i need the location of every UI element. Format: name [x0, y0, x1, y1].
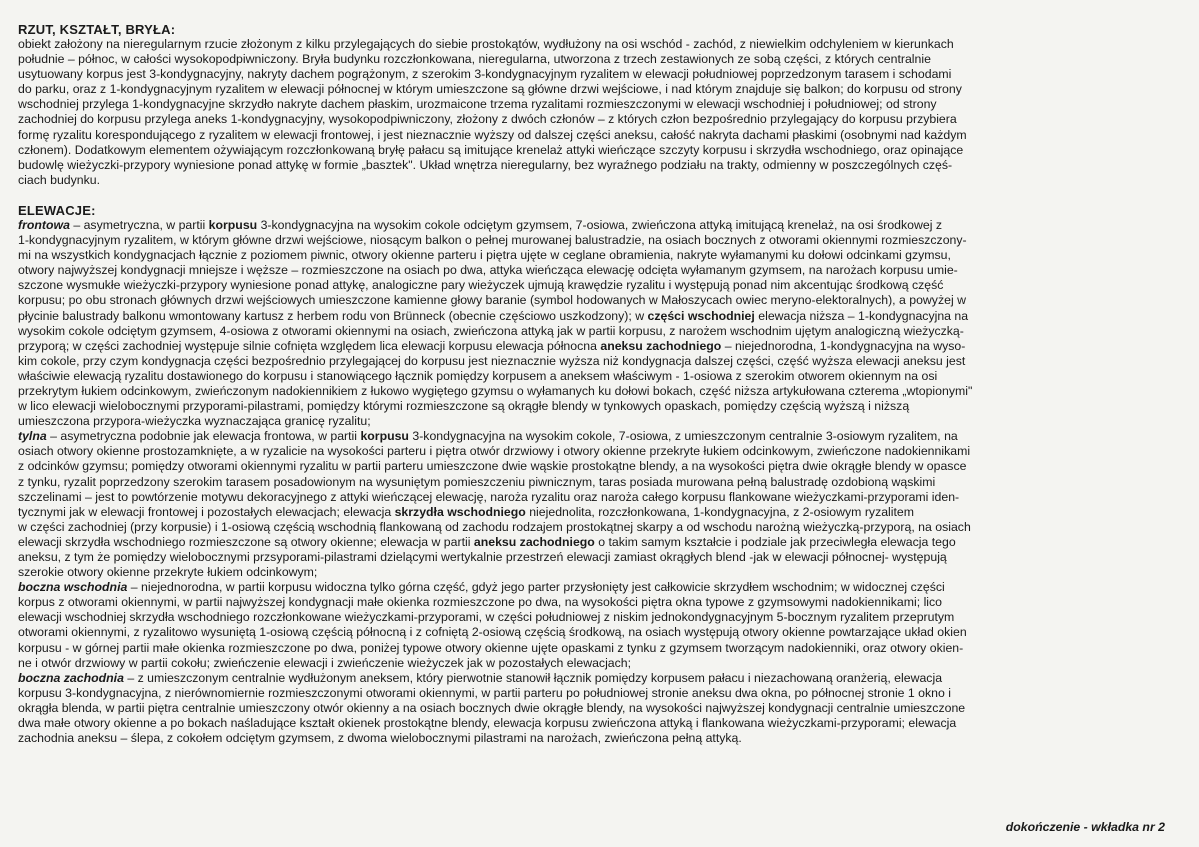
- text-line: [18, 459, 1168, 474]
- text-line: [18, 354, 1168, 369]
- text-run: – asymetryczna podobnie jak elewacja frontowa, w partii: [46, 429, 361, 444]
- text-run: osiach otwory okienne prostozamknięte, a w ryzalicie na wysokości parteru i piętra otwór drzwiowy i otwory okienne przekryte łukiem odcinkowym, zwieńczone nadokiennikami: [18, 444, 971, 459]
- emphasis-text: aneksu zachodniego: [600, 338, 722, 353]
- elevation-term: tylna: [18, 429, 47, 444]
- text-run: zachodnia aneksu – ślepa, z cokołem odciętym gzymsem, z dwoma wielobocznymi pilastrami na narożach, zwieńczona pełną attyką.: [18, 731, 742, 746]
- text-run: kim cokole, przy czym kondygnacja części bezpośrednio przylegającej do korpusu jest nieznacznie wyższa niż kondygnacja dalszej części, część wyższa elewacji aneksu jest: [18, 353, 966, 368]
- emphasis-text: skrzydła wschodniego: [394, 504, 526, 519]
- text-run: – asymetryczna, w partii: [69, 217, 209, 232]
- text-run: elewacja niższa – 1-kondygnacyjna na: [754, 308, 969, 323]
- text-run: z odcinków gzymsu; pomiędzy otworami okiennymi ryzalitu w partii parteru umieszczone dwie wąskie prostokątne blendy, a na wysokości piętra dwie okrągłe blendy w opasce: [18, 459, 967, 474]
- text-line: budowlę wieżyczki-przypory wyniesione ponad attykę w formie „basztek". Układ wnętrza nieregularny, bez wyraźnego podziału na trakty, odmienny w poszczególnych częś-: [18, 157, 953, 172]
- elevation-term: boczna zachodnia: [18, 670, 124, 685]
- text-line: [18, 490, 1168, 505]
- text-run: 3-kondygnacyjna na wysokim cokole odciętym gzymsem, 7-osiowa, zwieńczona attyką imitującą krenelaż, na osi środkowej z: [257, 217, 942, 232]
- text-run: – niejednorodna, 1-kondygnacyjna na wyso-: [721, 338, 966, 353]
- text-line: [18, 550, 1168, 565]
- text-line: południe – północ, w całości wysokopodpiwniczony. Bryła budynku rozczłonkowana, nieregularna, utworzona z trzech zestawionych ze sobą części, z których centralnie: [18, 52, 931, 67]
- text-line: [18, 233, 1168, 248]
- text-run: szerokie otwory okienne przekryte łukiem odcinkowym;: [18, 565, 318, 580]
- text-line: [18, 580, 1168, 595]
- text-run: – z umieszczonym centralnie wydłużonym aneksem, który pierwotnie stanowił łącznik pomiędzy korpusem pałacu i niezachowaną oranżerią, elewacja: [123, 670, 943, 685]
- section-elewacje-body: [18, 218, 1168, 746]
- text-line: zachodniej do korpusu przylega aneks 1-kondygnacyjny, wysokopodpiwniczony, złożony z dwóch członów – z których człon bezpośrednio przylegający do korpusu przybiera: [18, 112, 957, 127]
- section-rzut: [18, 22, 1168, 188]
- text-run: dwa małe otwory okienne a po bokach naśladujące kształt okienek prostokątne blendy, elewacja korpusu zwieńczona attyką i flankowana wieżyczkami-przyporami; elewacja: [18, 716, 957, 731]
- text-run: 3-kondygnacyjna na wysokim cokole, 7-osiowa, z umieszczonym centralnie 3-osiowym ryzalitem, na: [408, 429, 958, 444]
- text-line: [18, 399, 1168, 414]
- text-line: [18, 324, 1168, 339]
- text-line: [18, 309, 1168, 324]
- text-line: [18, 248, 1168, 263]
- text-line: [18, 475, 1168, 490]
- text-run: korpusu - w górnej partii małe okienka rozmieszczone po dwa, poniżej typowe otwory okienne ujęte opaskami z tynku z gzymsem tworzącym nadokienniki, oraz otwory okien-: [18, 640, 964, 655]
- emphasis-text: korpusu: [360, 429, 409, 444]
- emphasis-text: części wschodniej: [647, 308, 755, 323]
- text-run: przekrytym łukiem odcinkowym, zwieńczonym nadokiennikiem z łukowo wygiętego gzymsu o wyłamanych ku dołowi bokach, część niższa artykułowana czterema „wtopionymi": [18, 383, 973, 398]
- text-line: [18, 641, 1168, 656]
- text-run: z tynku, ryzalit poprzedzony szerokim tarasem posadowionym na wysuniętym pomieszczeniu piwnicznym, taras posiada murowana pełną balustradę ozdobioną wąskimi: [18, 474, 936, 489]
- text-line: [18, 444, 1168, 459]
- text-line: [18, 520, 1168, 535]
- text-line: [18, 671, 1168, 686]
- elevation-term: frontowa: [18, 217, 70, 232]
- text-line: [18, 625, 1168, 640]
- section-heading-elewacje: ELEWACJE:: [18, 202, 96, 218]
- section-heading-rzut: RZUT, KSZTAŁT, BRYŁA:: [18, 22, 176, 37]
- continuation-note: dokończenie - wkładka nr 2: [1005, 820, 1165, 834]
- text-run: korpus z otworami okiennymi, w partii najwyższej kondygnacji małe okienka rozmieszczone po dwa, na wysokości piętra okna typowe z gzymsowymi nadokiennikami; lico: [18, 595, 943, 610]
- text-run: mi na wszystkich kondygnacjach łącznie z poziomem piwnic, otwory okienne parteru i piętra ujęte w ceglane obramienia, nakryte wyłamanymi ku dołowi odcinkami gzymsu,: [18, 248, 951, 263]
- text-line: [18, 429, 1168, 444]
- document-page: [18, 22, 1168, 746]
- text-line: [18, 686, 1168, 701]
- text-run: przyporą; w części zachodniej występuje silnie cofnięta względem lica elewacji korpusu elewacja północna: [18, 338, 601, 353]
- text-run: w części zachodniej (przy korpusie) i 1-osiową częścią wschodnią flankowaną od zachodu rodzajem prostokątnej skarpy a od wschodu narożną wieżyczką-przyporą, na osiach: [18, 519, 971, 534]
- text-line: [18, 293, 1168, 308]
- text-line: [18, 565, 1168, 580]
- text-run: niejednolita, rozczłonkowana, 1-kondygnacyjna, z 2-osiowym ryzalitem: [525, 504, 915, 519]
- text-line: do parku, oraz z 1-kondygnacyjnym ryzalitem w elewacji północnej w którym umieszczone są główne drzwi wejściowe, i nad którym znajduje się balkon; do korpusu od strony: [18, 82, 962, 97]
- text-line: [18, 610, 1168, 625]
- text-line: [18, 701, 1168, 716]
- text-line: członem). Dodatkowym elementem ożywiającym rozczłonkowaną bryłę pałacu są imitujące krenelaż attyki wieńczące szczyty korpusu i skrzydła wschodniego, oraz opinające: [18, 142, 964, 157]
- text-line: [18, 505, 1168, 520]
- text-line: [18, 716, 1168, 731]
- text-run: 1-kondygnacyjnym ryzalitem, w którym główne drzwi wejściowe, niosącym balkon o pełnej murowanej balustradzie, na osiach bocznych z otworami okiennymi rozmieszczony-: [18, 233, 967, 248]
- emphasis-text: aneksu zachodniego: [473, 534, 595, 549]
- elevation-term: boczna wschodnia: [18, 580, 128, 595]
- text-line: [18, 369, 1168, 384]
- text-line: wschodniej przylega 1-kondygnacyjne skrzydło nakryte dachem płaskim, urozmaicone trzema ryzalitami rozmieszczonymi w elewacji wschodniej i południowej; od strony: [18, 97, 937, 112]
- section-rzut-body: [18, 37, 1168, 188]
- text-run: – niejednorodna, w partii korpusu widoczna tylko górna część, gdyż jego parter przysłonięty jest całkowicie skrzydłem wschodnim; w widocznej części: [127, 580, 945, 595]
- text-run: otworami okiennymi, z ryzalitowo wysuniętą 1-osiową częścią północną i z cofniętą 2-osiową częścią środkową, na osiach występują otwory okienne powtarzające układ okien: [18, 625, 967, 640]
- text-run: w lico elewacji wielobocznymi przyporami-pilastrami, pomiędzy którymi rozmieszczone są okrągłe blendy w tynkowych opaskach, pomiędzy częścią wyższą i niższą: [18, 399, 910, 414]
- text-run: tycznymi jak w elewacji frontowej i pozostałych elewacjach; elewacja: [18, 504, 395, 519]
- text-run: płycinie balustrady balkonu wmontowany kartusz z herbem rodu von Brünneck (obecnie częściowo uszkodzony); w: [18, 308, 648, 323]
- text-run: okrągła blenda, w partii piętra centralnie umieszczony otwór okienny a na osiach bocznych dwie okrągłe blendy, na wysokości najwyższej kondygnacji centralnie umieszczone: [18, 700, 966, 715]
- text-line: [18, 278, 1168, 293]
- text-run: ne i otwór drzwiowy w partii cokołu; zwieńczenie elewacji i zwieńczenie wieżyczek jak w pozostałych elewacjach;: [18, 655, 632, 670]
- text-run: elewacji skrzydła wschodniego rozmieszczone są otwory okienne; elewacja w partii: [18, 534, 474, 549]
- text-run: korpusu 3-kondygnacyjna, z nierównomiernie rozmieszczonymi otworami okiennymi, w partii parteru po południowej stronie aneksu dwa okna, po północnej stronie 1 okno i: [18, 685, 951, 700]
- text-run: o takim samym kształcie i podziale jak przeciwległa elewacja tego: [594, 534, 956, 549]
- text-line: [18, 384, 1168, 399]
- text-line: [18, 535, 1168, 550]
- text-line: ciach budynku.: [18, 172, 101, 187]
- text-run: właściwie elewacją ryzalitu dostawionego do korpusu i stanowiącego łącznik pomiędzy korpusem a aneksem właściwym - 1-osiowa z szerokim otworem okiennym na osi: [18, 368, 938, 383]
- text-run: szczone wysmukłe wieżyczki-przypory wyniesione ponad attykę, analogiczne pary wieżyczek ujmują krawędzie ryzalitu i występują ponad nim akcentując środkową część: [18, 278, 944, 293]
- text-line: [18, 595, 1168, 610]
- text-run: korpusu; po obu stronach głównych drzwi wejściowych umieszczone kamienne głowy baranie (symbol hodowanych w Małoszycach owiec meryno-elektoralnych), a powyżej w: [18, 293, 966, 308]
- text-line: [18, 263, 1168, 278]
- text-line: formę ryzalitu korespondującego z ryzalitem w elewacji frontowej, i jest nieznacznie wyższy od dalszej części aneksu, całość nakryta dachami płaskimi (osobnymi nad każdym: [18, 127, 967, 142]
- text-line: [18, 656, 1168, 671]
- text-line: [18, 414, 1168, 429]
- text-line: [18, 339, 1168, 354]
- text-line: obiekt założony na nieregularnym rzucie złożonym z kilku przylegających do siebie prostokątów, wydłużony na osi wschód - zachód, z niewielkim odchyleniem w kierunkach: [18, 37, 954, 51]
- text-line: [18, 731, 1168, 746]
- text-line: usytuowany korpus jest 3-kondygnacyjny, nakryty dachem pogrążonym, z szerokim 3-kondygnacyjnym ryzalitem w elewacji południowej poprzedzonym tarasem i schodami: [18, 67, 952, 82]
- text-line: [18, 218, 1168, 233]
- text-run: wysokim cokole odciętym gzymsem, 4-osiowa z otworami okiennymi na osiach, zwieńczona attyką jak w partii korpusu, z narożem wschodnim ujętym analogiczną wieżyczką-: [18, 323, 964, 338]
- text-run: aneksu, z tym że pomiędzy wielobocznymi przsyporami-pilastrami dzielącymi wertykalnie przestrzeń elewacji zamiast okrągłych blend -jak w elewacji północnej- występują: [18, 550, 947, 564]
- section-elewacje: [18, 203, 1168, 746]
- emphasis-text: korpusu: [208, 217, 258, 232]
- text-run: umieszczona przypora-wieżyczka wyznaczająca granicę ryzalitu;: [18, 414, 371, 429]
- text-run: otwory najwyższej kondygnacji mniejsze i węższe – rozmieszczone na osiach po dwa, attyka wieńcząca elewację odcięta wyłamanym gzymsem, na narożach korpusu umie-: [18, 263, 958, 278]
- text-run: szczelinami – jest to powtórzenie motywu dekoracyjnego z attyki wieńczącej elewację, naroża ryzalitu oraz naroża całego korpusu flankowane wieżyczkami-przyporami iden-: [18, 489, 960, 504]
- text-run: elewacji wschodniej skrzydła wschodniego rozczłonkowane wieżyczkami-przyporami, w części południowej z niskim jednokondygnacyjnym 5-bocznym ryzalitem przeprutym: [18, 610, 955, 625]
